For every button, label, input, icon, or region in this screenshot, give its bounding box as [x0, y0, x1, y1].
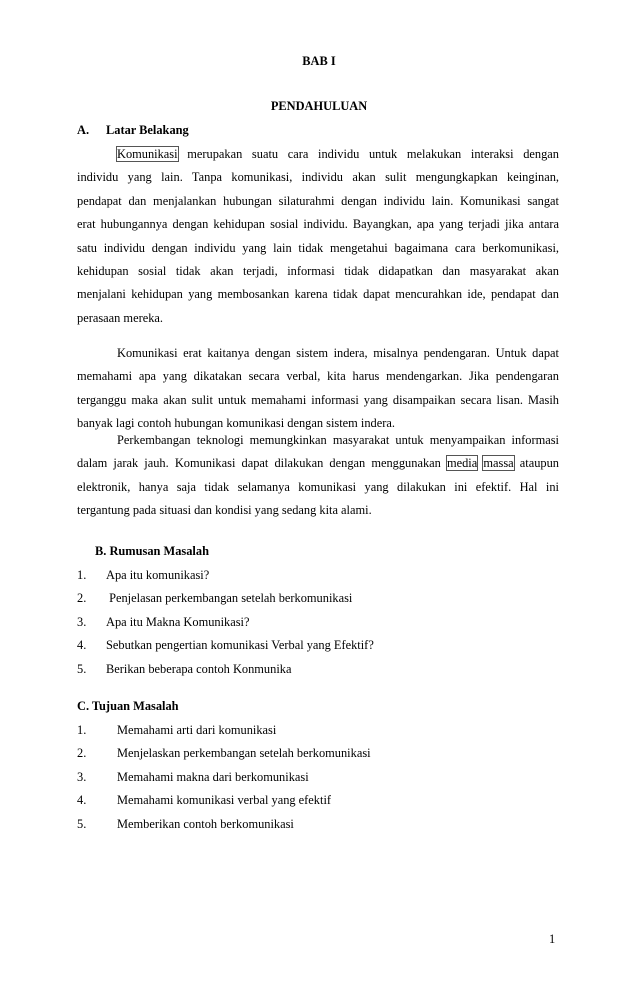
- paragraph-line: memahami apa yang dikatakan secara verbal, kita harus mendengarkan. Jika pendengaran: [77, 369, 559, 384]
- massa-highlight: massa: [483, 456, 514, 471]
- paragraph-line: kehidupan sosial tidak akan terjadi, informasi tidak didapatkan dan masyarakat akan: [77, 263, 559, 278]
- paragraph-line: banyak lagi contoh hubungan komunikasi dengan sistem indera.: [77, 416, 395, 431]
- paragraph-line: Komunikasi erat kaitanya dengan sistem indera, misalnya pendengaran. Untuk dapat: [117, 346, 559, 360]
- list-item: 2. Penjelasan perkembangan setelah berkomunikasi: [77, 591, 353, 606]
- list-item: 2. Menjelaskan perkembangan setelah berkomunikasi: [77, 746, 371, 761]
- chapter-label: BAB I: [302, 54, 336, 68]
- list-item: 5. Memberikan contoh berkomunikasi: [77, 816, 294, 831]
- paragraph-line: menjalani kehidupan yang membosankan karena tidak dapat mencurahkan ide, pendapat dan: [77, 287, 559, 302]
- paragraph-line: satu individu dengan individu yang lain tidak mengetahui bagaimana cara berkomunikasi,: [77, 240, 559, 255]
- section-c-title: C. Tujuan Masalah: [77, 699, 179, 713]
- komunikasi-highlight: Komunikasi: [117, 147, 178, 161]
- media-highlight: media: [446, 456, 478, 471]
- list-item: 1. Apa itu komunikasi?: [77, 568, 210, 582]
- paragraph-line: pendapat dan menjalankan hubungan silaturahmi dengan individu lain. Komunikasi sangat: [77, 193, 559, 208]
- section-c-list: [77, 719, 559, 836]
- paragraph-line: elektronik, hanya saja tidak selamanya komunikasi yang dilakukan ini efektif. Hal ini: [77, 479, 559, 494]
- paragraph-line: terganggu maka akan sulit untuk memahami informasi yang disampaikan secara lisan. Masih: [77, 392, 559, 407]
- paragraph-line: perasaan mereka.: [77, 310, 163, 325]
- list-item: 4. Sebutkan pengertian komunikasi Verbal yang Efektif?: [77, 638, 374, 653]
- paragraph-3: [77, 429, 559, 523]
- section-a-letter: A.: [77, 123, 90, 137]
- section-b-title: B. Rumusan Masalah: [95, 544, 209, 558]
- section-a-title: Latar Belakang: [106, 123, 189, 137]
- page-number: 1: [549, 932, 556, 946]
- list-item: 3. Memahami makna dari berkomunikasi: [77, 769, 309, 784]
- list-item: 3. Apa itu Makna Komunikasi?: [77, 614, 250, 629]
- paragraph-line: erat hubungannya dengan kehidupan sosial individu. Bayangkan, apa yang terjadi jika antara: [77, 217, 559, 232]
- chapter-title: PENDAHULUAN: [270, 99, 368, 113]
- paragraph-line: tergantung pada situasi dan kondisi yang sedang kita alami.: [77, 503, 372, 518]
- paragraph-1: [77, 143, 559, 330]
- list-item: 4. Memahami komunikasi verbal yang efektif: [77, 793, 332, 808]
- paragraph-line: dalam jarak jauh. Komunikasi dapat dilakukan dengan menggunakan media massa ataupun: [77, 456, 559, 471]
- paragraph-1-first-line: Komunikasi merupakan suatu cara individu untuk melakukan interaksi dengan: [117, 147, 559, 161]
- paragraph-line: Perkembangan teknologi memungkinkan masyarakat untuk menyampaikan informasi: [117, 433, 559, 447]
- list-item: 5. Berikan beberapa contoh Konmunika: [77, 661, 292, 676]
- list-item: 1. Memahami arti dari komunikasi: [77, 723, 277, 737]
- section-b-list: [77, 564, 559, 681]
- paragraph-line: individu yang lain. Tanpa komunikasi, individu akan sulit mengungkapkan keinginan,: [77, 170, 559, 185]
- paragraph-2: [77, 342, 559, 436]
